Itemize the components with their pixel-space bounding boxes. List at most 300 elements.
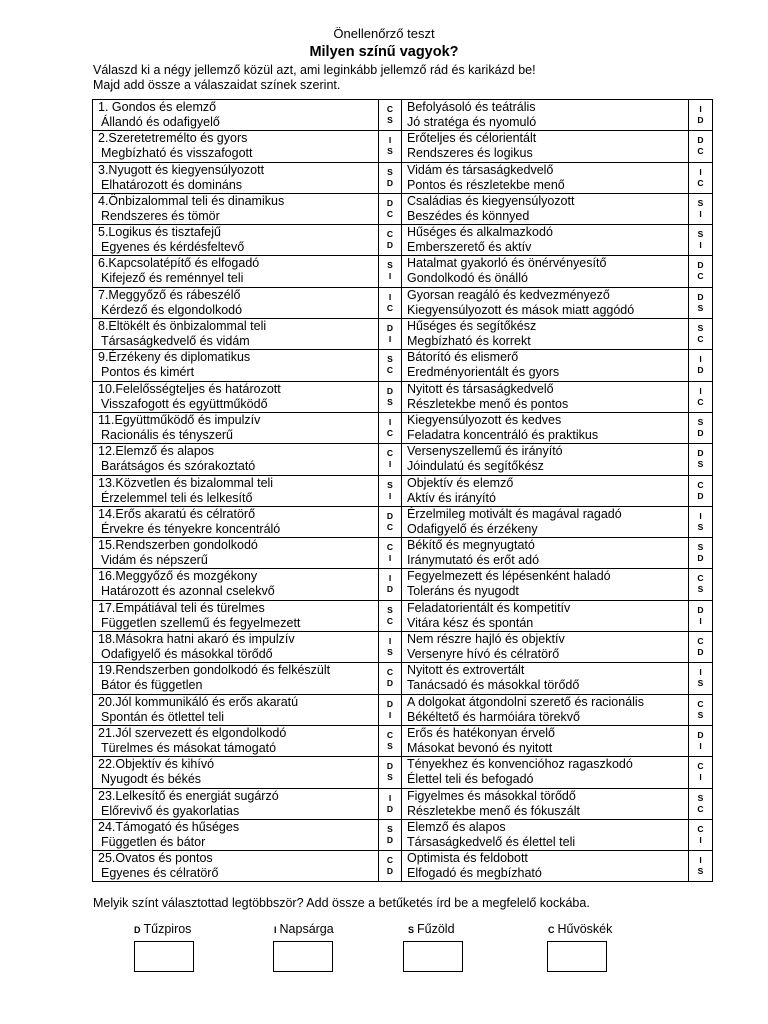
right-statement-cell[interactable] [402, 725, 689, 756]
right-letter-cell[interactable] [689, 663, 713, 694]
quiz-row [93, 225, 713, 256]
right-statement-line-2: Odafigyelő és érzékeny [407, 521, 538, 536]
right-letter-cell[interactable] [689, 506, 713, 537]
right-statement-line-2: Jóindulatú és segítőkész [407, 459, 544, 474]
left-statement-cell[interactable] [93, 131, 379, 162]
left-statement-line-2: Független szellemű és fegyelmezett [101, 615, 301, 630]
right-statement-cell[interactable] [402, 694, 689, 725]
right-statement-cell[interactable] [402, 287, 689, 318]
right-letter-cell[interactable] [689, 757, 713, 788]
left-statement-line-1: 4.Önbizalommal teli és dinamikus [98, 193, 285, 208]
color-code-letter: D [697, 448, 704, 459]
quiz-row [93, 506, 713, 537]
color-code-letter: I [388, 553, 392, 564]
color-code-letter: S [387, 479, 393, 490]
left-letter-cell[interactable] [379, 506, 402, 537]
color-code-letter: C [386, 667, 394, 678]
left-statement-line-1: 19.Rendszerben gondolkodó és felkészült [98, 663, 331, 678]
left-statement-line-2: Visszafogott és együttműködő [101, 396, 268, 411]
color-letter: I [274, 925, 277, 935]
color-code-letter: C [386, 542, 394, 553]
left-statement-cell[interactable] [93, 225, 379, 256]
right-statement-line-2: Részletekbe menő és fókuszált [407, 803, 581, 818]
quiz-row [93, 100, 713, 131]
color-code-letter: D [386, 866, 394, 877]
color-code-letter: C [697, 698, 704, 709]
left-statement-cell[interactable] [93, 350, 379, 381]
right-statement-line-1: Feladatorientált és kompetitív [407, 600, 571, 615]
color-code-letter: C [386, 729, 394, 740]
right-statement-line-2: Társaságkedvelő és élettel teli [407, 834, 576, 849]
color-code-letter: I [699, 772, 702, 783]
color-code-letter: I [699, 834, 702, 845]
color-code-letter: I [388, 709, 392, 720]
color-code-letter: S [697, 416, 704, 427]
quiz-row [93, 757, 713, 788]
right-statement-cell[interactable] [402, 256, 689, 287]
color-code-letter: I [699, 354, 702, 365]
color-code-letter: S [387, 115, 393, 125]
right-statement-line-1: Vidám és társaságkedvelő [407, 162, 554, 177]
right-statement-line-2: Eredményorientált és gyors [407, 365, 560, 380]
left-statement-line-2: Érzelemmel teli és lelkesítő [101, 490, 253, 505]
left-statement-line-1: 16.Meggyőző és mozgékony [98, 569, 258, 584]
left-statement-cell[interactable] [93, 444, 379, 475]
right-statement-line-1: Elemző és alapos [407, 819, 506, 834]
right-statement-line-1: Erős és hatékonyan érvelő [407, 725, 556, 740]
color-letter: S [408, 925, 415, 935]
right-statement-line-1: A dolgokat átgondolni szerető és racionális [407, 694, 644, 709]
color-code-letter: S [387, 260, 393, 271]
left-letter-cell[interactable] [379, 538, 402, 569]
left-statement-cell[interactable] [93, 694, 379, 725]
color-code-letter: D [697, 260, 704, 271]
quiz-row [93, 819, 713, 850]
right-statement-cell[interactable] [402, 381, 689, 412]
color-code-letter: S [387, 146, 393, 157]
left-statement-cell[interactable] [93, 569, 379, 600]
left-statement-line-1: 11.Együttműködő és impulzív [98, 412, 261, 427]
left-statement-line-2: Odafigyelő és másokkal törődő [101, 647, 273, 662]
color-code-letter: I [699, 166, 702, 177]
right-statement-line-1: Objektív és elemző [407, 475, 514, 490]
color-code-letter: S [387, 166, 393, 177]
left-statement-line-1: 1. Gondos és elemző [98, 100, 217, 114]
right-statement-cell[interactable] [402, 757, 689, 788]
right-statement-cell[interactable] [402, 162, 689, 193]
right-statement-cell[interactable] [402, 506, 689, 537]
left-statement-cell[interactable] [93, 663, 379, 694]
answer-box-c[interactable] [547, 941, 607, 972]
color-label-s [408, 922, 455, 936]
right-statement-cell[interactable] [402, 225, 689, 256]
color-code-letter: S [697, 323, 704, 334]
right-letter-cell[interactable] [689, 193, 713, 224]
right-statement-cell[interactable] [402, 319, 689, 350]
left-letter-cell[interactable] [379, 162, 402, 193]
left-statement-line-2: Társaságkedvelő és vidám [101, 334, 250, 349]
right-statement-cell[interactable] [402, 788, 689, 819]
left-statement-cell[interactable] [93, 538, 379, 569]
color-code-letter: S [387, 740, 393, 751]
color-code-letter: I [699, 208, 702, 219]
right-statement-line-2: Elfogadó és megbízható [407, 866, 542, 881]
right-letter-cell[interactable] [689, 131, 713, 162]
left-statement-line-2: Barátságos és szórakoztató [101, 459, 256, 474]
right-letter-cell[interactable] [689, 350, 713, 381]
left-statement-cell[interactable] [93, 851, 379, 882]
left-statement-cell[interactable] [93, 193, 379, 224]
right-letter-cell[interactable] [689, 538, 713, 569]
answer-box-i[interactable] [273, 941, 333, 972]
left-statement-cell[interactable] [93, 381, 379, 412]
right-statement-line-2: Részletekbe menő és pontos [407, 396, 569, 411]
left-statement-line-2: Előrevivő és gyakorlatias [101, 803, 240, 818]
quiz-row [93, 569, 713, 600]
right-statement-line-1: Erőteljes és célorientált [407, 131, 537, 146]
color-name: Napsárga [279, 922, 334, 936]
color-code-letter: I [388, 490, 392, 501]
instruction-line-1: Válaszd ki a négy jellemző közül azt, ami leginkább jellemző rád és karikázd be! [93, 63, 536, 77]
color-code-letter: C [697, 479, 704, 490]
right-statement-line-2: Beszédes és könnyed [407, 208, 530, 223]
left-letter-cell[interactable] [379, 600, 402, 631]
right-letter-cell[interactable] [689, 256, 713, 287]
left-statement-cell[interactable] [93, 319, 379, 350]
color-code-letter: D [697, 647, 704, 658]
left-statement-cell[interactable] [93, 287, 379, 318]
right-statement-cell[interactable] [402, 193, 689, 224]
color-code-letter: S [387, 354, 393, 365]
left-letter-cell[interactable] [379, 350, 402, 381]
left-letter-cell[interactable] [379, 287, 402, 318]
left-letter-cell[interactable] [379, 632, 402, 663]
left-statement-line-1: 18.Másokra hatni akaró és impulzív [98, 632, 295, 647]
left-statement-cell[interactable] [93, 819, 379, 850]
right-statement-line-1: Nyitott és társaságkedvelő [407, 381, 554, 396]
left-statement-line-2: Határozott és azonnal cselekvő [101, 584, 275, 599]
color-code-letter: C [697, 146, 704, 157]
quiz-row [93, 600, 713, 631]
left-statement-line-1: 3.Nyugott és kiegyensúlyozott [98, 162, 265, 177]
color-code-letter: I [699, 855, 702, 866]
quiz-row [93, 350, 713, 381]
color-code-letter: D [697, 604, 704, 615]
color-code-letter: I [388, 573, 392, 584]
left-letter-cell[interactable] [379, 757, 402, 788]
quiz-row [93, 851, 713, 882]
color-code-letter: D [386, 698, 394, 709]
left-statement-line-1: 20.Jól kommunikáló és erős akaratú [98, 694, 299, 709]
left-statement-line-1: 10.Felelősségteljes és határozott [98, 381, 281, 396]
left-statement-line-2: Racionális és tényszerű [101, 427, 234, 442]
quiz-table [92, 99, 713, 882]
left-statement-cell[interactable] [93, 632, 379, 663]
color-code-letter: I [699, 240, 702, 251]
left-statement-line-1: 22.Objektív és kihívó [98, 757, 215, 772]
right-letter-cell[interactable] [689, 100, 713, 131]
right-statement-line-1: Hatalmat gyakorló és önérvényesítő [407, 256, 607, 271]
right-statement-cell[interactable] [402, 444, 689, 475]
color-code-letter: C [697, 823, 704, 834]
left-statement-cell[interactable] [93, 256, 379, 287]
left-statement-line-2: Bátor és független [101, 678, 203, 693]
color-code-letter: I [388, 334, 392, 345]
color-code-letter: D [386, 584, 394, 595]
color-code-letter: I [388, 135, 392, 146]
left-letter-cell[interactable] [379, 569, 402, 600]
left-letter-cell[interactable] [379, 788, 402, 819]
right-statement-line-2: Kiegyensúlyozott és mások miatt aggódó [407, 302, 635, 317]
left-statement-line-1: 2.Szeretetremélto és gyors [98, 131, 248, 146]
left-statement-cell[interactable] [93, 725, 379, 756]
right-statement-cell[interactable] [402, 100, 689, 131]
right-letter-cell[interactable] [689, 632, 713, 663]
color-code-letter: C [386, 365, 394, 376]
right-statement-line-1: Családias és kiegyensúlyozott [407, 193, 575, 208]
quiz-row [93, 725, 713, 756]
color-code-letter: C [386, 229, 394, 240]
right-statement-line-2: Versenyre hívó és célratörő [407, 647, 560, 662]
quiz-row [93, 412, 713, 443]
right-statement-line-2: Emberszerető és aktív [407, 240, 532, 255]
right-letter-cell[interactable] [689, 600, 713, 631]
quiz-row [93, 162, 713, 193]
left-statement-line-1: 24.Támogató és hűséges [98, 819, 240, 834]
color-code-letter: I [699, 385, 702, 396]
right-statement-line-2: Aktív és irányító [407, 490, 496, 505]
quiz-row [93, 444, 713, 475]
left-letter-cell[interactable] [379, 131, 402, 162]
right-statement-line-1: Érzelmileg motivált és magával ragadó [407, 506, 622, 521]
left-statement-line-2: Spontán és ötlettel teli [101, 709, 224, 724]
right-statement-line-1: Versenyszellemű és irányító [407, 444, 563, 459]
color-code-letter: S [387, 823, 393, 834]
right-statement-line-2: Gondolkodó és önálló [407, 271, 528, 286]
color-code-letter: D [386, 803, 394, 814]
right-statement-line-2: Feladatra koncentráló és praktikus [407, 427, 599, 442]
color-name: Hűvöskék [557, 922, 613, 936]
right-statement-line-1: Bátorító és elismerő [407, 350, 519, 365]
right-letter-cell[interactable] [689, 851, 713, 882]
right-statement-cell[interactable] [402, 663, 689, 694]
quiz-row [93, 131, 713, 162]
color-code-letter: I [699, 667, 702, 678]
right-letter-cell[interactable] [689, 569, 713, 600]
quiz-row [93, 287, 713, 318]
right-statement-line-2: Vitára kész és spontán [407, 615, 534, 630]
color-code-letter: D [697, 729, 704, 740]
right-letter-cell[interactable] [689, 725, 713, 756]
left-statement-cell[interactable] [93, 162, 379, 193]
left-statement-line-2: Megbízható és visszafogott [101, 146, 253, 161]
left-statement-cell[interactable] [93, 506, 379, 537]
right-letter-cell[interactable] [689, 412, 713, 443]
color-code-letter: C [697, 177, 704, 188]
right-statement-line-1: Figyelmes és másokkal törődő [407, 788, 576, 803]
left-statement-line-1: 14.Erős akaratú és célratörő [98, 506, 256, 521]
quiz-row [93, 319, 713, 350]
left-statement-line-1: 7.Meggyőző és rábeszélő [98, 287, 241, 302]
color-code-letter: S [697, 302, 704, 313]
color-code-letter: D [697, 365, 704, 376]
right-statement-cell[interactable] [402, 131, 689, 162]
color-code-letter: I [699, 740, 702, 751]
color-name: Fűzöld [417, 922, 455, 936]
left-letter-cell[interactable] [379, 725, 402, 756]
color-code-letter: C [697, 636, 704, 647]
color-code-letter: D [386, 323, 394, 334]
right-letter-cell[interactable] [689, 287, 713, 318]
color-code-letter: D [386, 177, 394, 188]
color-code-letter: D [697, 135, 704, 146]
right-letter-cell[interactable] [689, 225, 713, 256]
left-statement-line-2: Független és bátor [101, 834, 206, 849]
answer-box-d[interactable] [134, 941, 194, 972]
right-statement-line-1: Hűséges és alkalmazkodó [407, 225, 553, 240]
color-code-letter: D [697, 553, 704, 564]
right-statement-cell[interactable] [402, 851, 689, 882]
left-statement-line-1: 21.Jól szervezett és elgondolkodó [98, 725, 287, 740]
left-statement-cell[interactable] [93, 100, 379, 131]
left-letter-cell[interactable] [379, 412, 402, 443]
left-letter-cell[interactable] [379, 475, 402, 506]
left-letter-cell[interactable] [379, 851, 402, 882]
color-letter: D [134, 925, 141, 935]
color-code-letter: S [697, 229, 704, 240]
left-statement-line-2: Pontos és kimért [101, 365, 195, 380]
color-code-letter: S [697, 542, 704, 553]
right-statement-line-1: Optimista és feldobott [407, 851, 528, 866]
left-statement-line-1: 12.Elemző és alapos [98, 444, 215, 459]
right-statement-cell[interactable] [402, 819, 689, 850]
right-statement-cell[interactable] [402, 350, 689, 381]
color-code-letter: C [697, 803, 704, 814]
right-statement-line-2: Jó stratéga és nyomuló [407, 115, 537, 129]
color-label-i [274, 922, 334, 936]
left-letter-cell[interactable] [379, 319, 402, 350]
color-code-letter: S [697, 866, 704, 877]
color-code-letter: D [386, 510, 394, 521]
color-code-letter: D [697, 427, 704, 438]
right-letter-cell[interactable] [689, 694, 713, 725]
right-letter-cell[interactable] [689, 381, 713, 412]
color-code-letter: S [697, 678, 704, 689]
right-statement-line-2: Toleráns és nyugodt [407, 584, 519, 599]
left-statement-cell[interactable] [93, 757, 379, 788]
left-statement-line-2: Kifejező és reménnyel teli [101, 271, 244, 286]
right-statement-cell[interactable] [402, 475, 689, 506]
quiz-row [93, 193, 713, 224]
left-statement-line-1: 17.Empátiával teli és türelmes [98, 600, 265, 615]
quiz-row [93, 381, 713, 412]
left-statement-line-1: 13.Közvetlen és bizalommal teli [98, 475, 274, 490]
color-code-letter: I [388, 636, 392, 647]
color-code-letter: C [697, 396, 704, 407]
color-code-letter: S [697, 459, 704, 470]
quiz-row [93, 256, 713, 287]
quiz-row [93, 475, 713, 506]
color-code-letter: C [697, 271, 704, 282]
color-code-letter: C [386, 104, 394, 114]
left-letter-cell[interactable] [379, 694, 402, 725]
color-code-letter: S [697, 584, 704, 595]
left-statement-line-2: Állandó és odafigyelő [101, 115, 220, 129]
color-code-letter: C [697, 573, 704, 584]
right-statement-cell[interactable] [402, 538, 689, 569]
answer-box-s[interactable] [403, 941, 463, 972]
color-code-letter: D [386, 678, 394, 689]
right-statement-line-2: Tanácsadó és másokkal törődő [407, 678, 580, 693]
right-statement-line-1: Hűséges és segítőkész [407, 319, 537, 334]
left-statement-cell[interactable] [93, 600, 379, 631]
left-letter-cell[interactable] [379, 100, 402, 131]
right-statement-line-2: Másokat bevonó és nyitott [407, 740, 553, 755]
left-statement-line-2: Rendszeres és tömör [101, 208, 220, 223]
right-statement-cell[interactable] [402, 632, 689, 663]
color-code-letter: S [387, 772, 393, 783]
quiz-row [93, 663, 713, 694]
page-subtitle: Önellenőrző teszt [333, 26, 435, 41]
color-code-letter: I [388, 291, 392, 302]
left-statement-line-1: 6.Kapcsolatépítő és elfogadó [98, 256, 260, 271]
color-code-letter: S [697, 792, 704, 803]
right-statement-line-2: Rendszeres és logikus [407, 146, 533, 161]
color-code-letter: I [388, 792, 392, 803]
color-code-letter: D [697, 115, 704, 125]
left-statement-line-2: Egyenes és célratörő [101, 866, 219, 881]
right-statement-line-1: Békítő és megnyugtató [407, 538, 535, 553]
left-statement-line-1: 9.Érzékeny és diplomatikus [98, 350, 251, 365]
right-letter-cell[interactable] [689, 444, 713, 475]
left-statement-cell[interactable] [93, 412, 379, 443]
color-code-letter: I [699, 510, 702, 521]
left-letter-cell[interactable] [379, 256, 402, 287]
right-letter-cell[interactable] [689, 319, 713, 350]
quiz-row [93, 538, 713, 569]
left-letter-cell[interactable] [379, 663, 402, 694]
right-statement-cell[interactable] [402, 600, 689, 631]
left-letter-cell[interactable] [379, 444, 402, 475]
right-statement-cell[interactable] [402, 569, 689, 600]
right-statement-cell[interactable] [402, 412, 689, 443]
left-statement-line-1: 8.Eltökélt és önbizalommal teli [98, 319, 267, 334]
color-code-letter: I [699, 615, 702, 626]
right-letter-cell[interactable] [689, 788, 713, 819]
left-statement-line-2: Elhatározott és domináns [101, 177, 243, 192]
left-letter-cell[interactable] [379, 819, 402, 850]
color-code-letter: S [697, 197, 704, 208]
color-code-letter: S [697, 521, 704, 532]
left-letter-cell[interactable] [379, 193, 402, 224]
right-letter-cell[interactable] [689, 475, 713, 506]
left-statement-line-1: 15.Rendszerben gondolkodó [98, 538, 258, 553]
color-name: Tűzpiros [143, 922, 192, 936]
right-statement-line-1: Befolyásoló és teátrális [407, 100, 536, 114]
right-statement-line-1: Tényekhez és konvencióhoz ragaszkodó [407, 757, 633, 772]
right-letter-cell[interactable] [689, 819, 713, 850]
color-letter: C [548, 925, 555, 935]
left-statement-cell[interactable] [93, 788, 379, 819]
left-letter-cell[interactable] [379, 225, 402, 256]
left-statement-cell[interactable] [93, 475, 379, 506]
color-code-letter: S [387, 647, 393, 658]
quiz-row [93, 788, 713, 819]
right-letter-cell[interactable] [689, 162, 713, 193]
color-code-letter: C [386, 615, 394, 626]
color-label-c [548, 922, 612, 936]
left-letter-cell[interactable] [379, 381, 402, 412]
